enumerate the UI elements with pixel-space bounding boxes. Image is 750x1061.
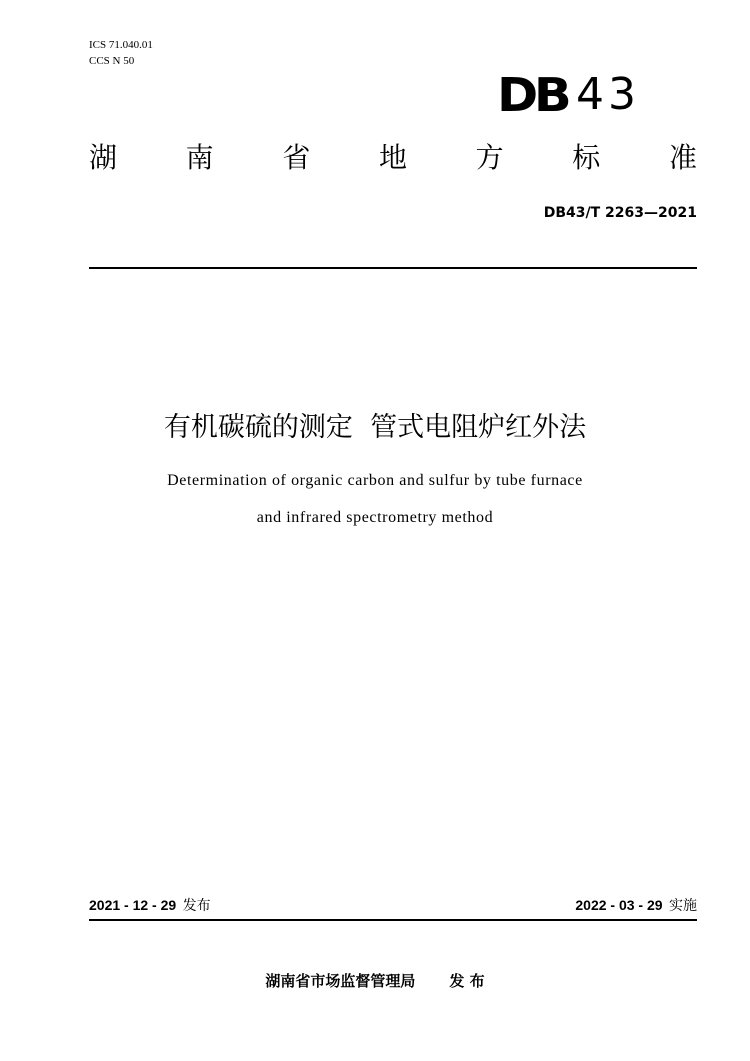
- heading-char: 地: [378, 141, 407, 174]
- ccs-code: CCS N 50: [89, 55, 135, 67]
- implement-label: 实施: [669, 898, 697, 914]
- ics-code: ICS 71.040.01: [89, 39, 153, 51]
- publisher-name: 湖南省市场监督管理局: [265, 972, 416, 990]
- publish-date: 2021 - 12 - 29: [89, 897, 177, 913]
- top-divider: [89, 267, 697, 269]
- english-title-line-2: and infrared spectrometry method: [256, 509, 494, 526]
- heading-char: 准: [668, 141, 697, 174]
- standard-number: DB43/T 2263—2021: [543, 205, 697, 221]
- publish-date-block: [89, 895, 211, 916]
- implement-date-block: [575, 895, 697, 916]
- heading-char: 标: [572, 141, 601, 174]
- chinese-title: 有机碳硫的测定 管式电阻炉红外法: [163, 412, 587, 443]
- heading-char: 南: [185, 141, 214, 174]
- heading-char: 方: [475, 141, 504, 174]
- db-logo: DB: [496, 68, 568, 122]
- implement-date: 2022 - 03 - 29: [575, 897, 663, 913]
- province-code: 43: [576, 69, 640, 120]
- english-title-line-1: Determination of organic carbon and sulfur by tube furnace: [167, 472, 583, 489]
- db-mark: [496, 68, 640, 122]
- heading-char: 省: [282, 141, 311, 174]
- standard-type-heading: [89, 140, 697, 176]
- heading-char: 湖: [89, 141, 118, 174]
- classification-codes: [89, 37, 153, 69]
- bottom-divider: [89, 919, 697, 921]
- publisher-line: [0, 971, 750, 991]
- publish-label: 发布: [182, 898, 211, 914]
- publisher-action: 发 布: [449, 972, 485, 990]
